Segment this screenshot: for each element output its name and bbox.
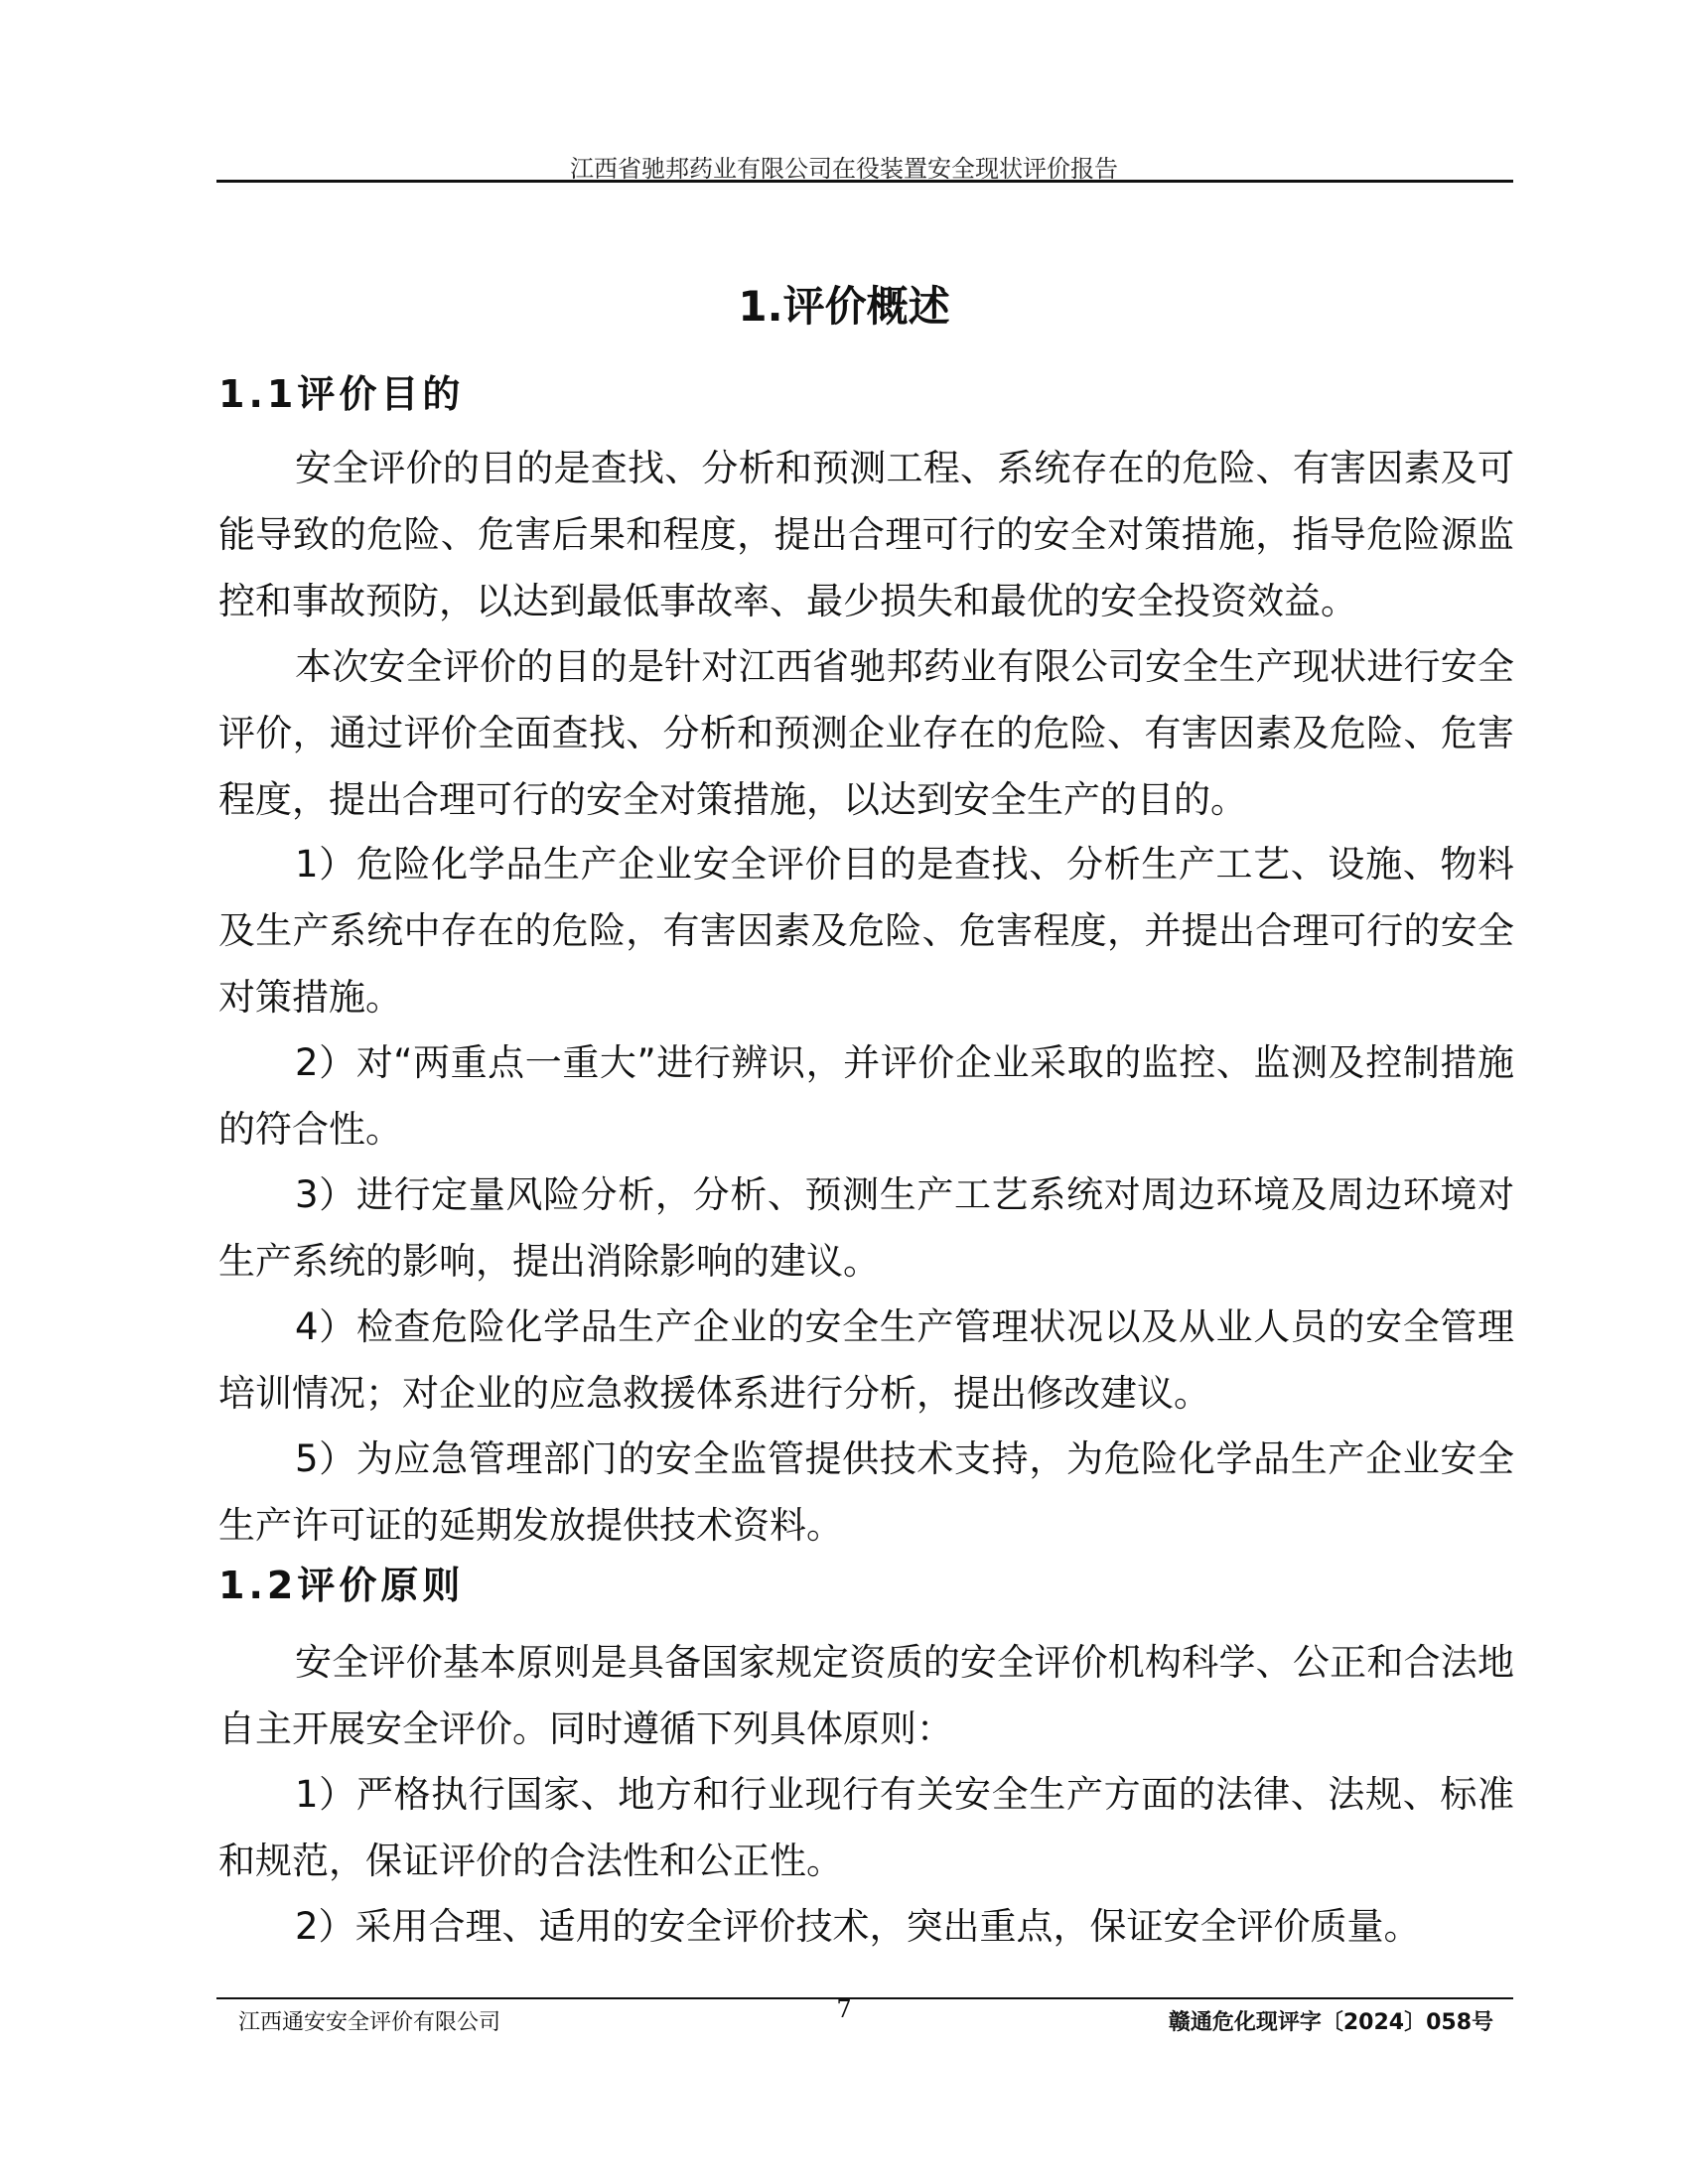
section-heading-1-1: 1.1评价目的	[218, 372, 465, 416]
document-code: 赣通危化现评字〔2024〕058号	[1168, 2010, 1493, 2035]
paragraph: 1）危险化学品生产企业安全评价目的是查找、分析生产工艺、设施、物料及生产系统中存在的危险，有害因素及危险、危害程度，并提出合理可行的安全对策措施。	[218, 843, 1514, 1019]
header-divider	[216, 180, 1513, 183]
paragraph: 1）严格执行国家、地方和行业现行有关安全生产方面的法律、法规、标准和规范，保证评价的合法性和公正性。	[218, 1773, 1514, 1882]
running-header: 江西省驰邦药业有限公司在役装置安全现状评价报告	[570, 155, 1118, 183]
chapter-title: 1.评价概述	[738, 282, 950, 331]
paragraph: 4）检查危险化学品生产企业的安全生产管理状况以及从业人员的安全管理培训情况；对企业的应急救援体系进行分析，提出修改建议。	[218, 1305, 1514, 1415]
paragraph: 5）为应急管理部门的安全监管提供技术支持，为危险化学品生产企业安全生产许可证的延期发放提供技术资料。	[218, 1437, 1514, 1547]
page-number: 7	[836, 1995, 852, 2023]
section-heading-1-2: 1.2评价原则	[218, 1564, 465, 1607]
paragraph: 安全评价基本原则是具备国家规定资质的安全评价机构科学、公正和合法地自主开展安全评价。同时遵循下列具体原则：	[218, 1641, 1514, 1750]
paragraph: 安全评价的目的是查找、分析和预测工程、系统存在的危险、有害因素及可能导致的危险、危害后果和程度，提出合理可行的安全对策措施，指导危险源监控和事故预防，以达到最低事故率、最少损失和最优的安全投资效益。	[218, 447, 1514, 622]
paragraph: 2）采用合理、适用的安全评价技术，突出重点，保证安全评价质量。	[295, 1905, 1421, 1948]
paragraph: 2）对“两重点一重大”进行辨识，并评价企业采取的监控、监测及控制措施的符合性。	[218, 1041, 1514, 1151]
paragraph: 3）进行定量风险分析，分析、预测生产工艺系统对周边环境及周边环境对生产系统的影响，提出消除影响的建议。	[218, 1173, 1514, 1283]
footer-company: 江西通安安全评价有限公司	[238, 2010, 501, 2035]
paragraph: 本次安全评价的目的是针对江西省驰邦药业有限公司安全生产现状进行安全评价，通过评价全面查找、分析和预测企业存在的危险、有害因素及危险、危害程度，提出合理可行的安全对策措施，以达到安全生产的目的。	[218, 645, 1514, 821]
